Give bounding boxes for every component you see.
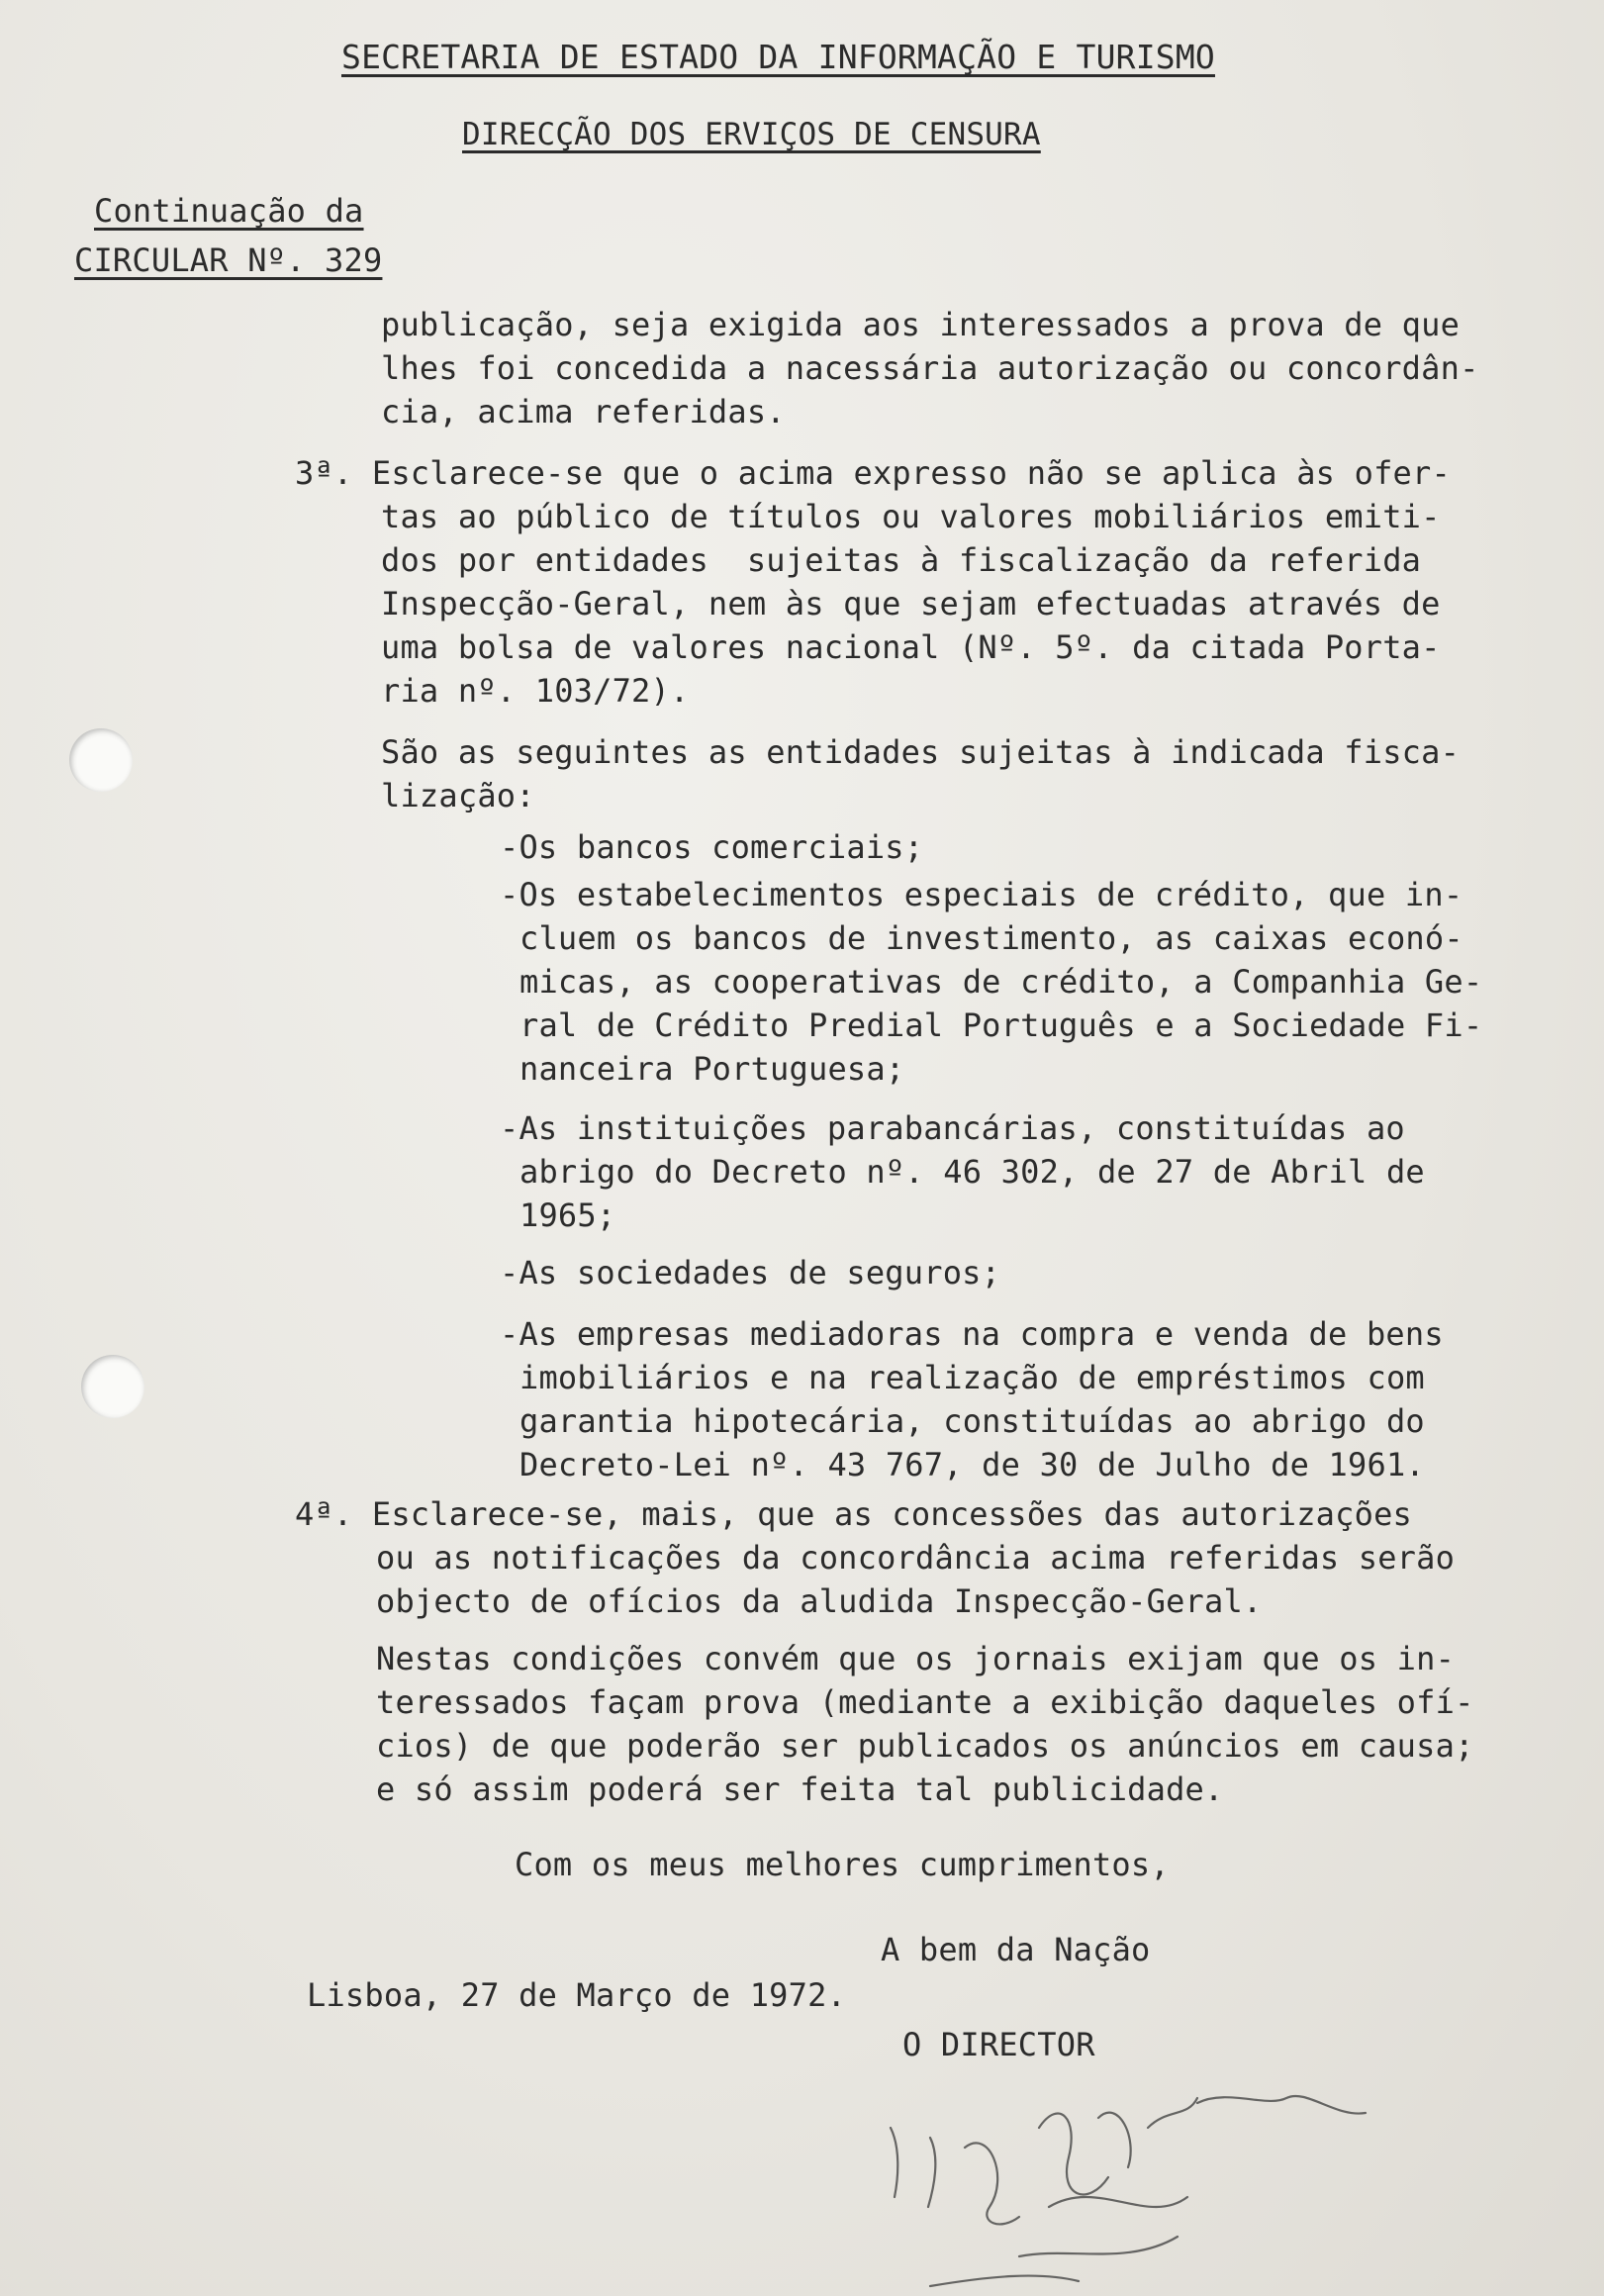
body-line: uma bolsa de valores nacional (Nº. 5º. da citada Porta- [381,628,1441,666]
handwritten-signature [871,2058,1385,2296]
list-item-cont: ral de Crédito Predial Português e a Sociedade Fi- [519,1006,1483,1044]
list-item: -As empresas mediadoras na compra e venda de bens [500,1315,1444,1353]
body-line: teressados façam prova (mediante a exibição daqueles ofí- [376,1683,1474,1721]
list-item: -As sociedades de seguros; [500,1254,1001,1292]
body-line: lhes foi concedida a nacessária autorização ou concordân- [381,349,1479,387]
body-line: cia, acima referidas. [381,393,786,430]
body-line: tas ao público de títulos ou valores mobiliários emiti- [381,498,1441,535]
list-item-cont: cluem os bancos de investimento, as caixas econó- [519,919,1463,957]
closing-greeting: Com os meus melhores cumprimentos, [515,1846,1170,1883]
punch-hole [69,728,133,792]
body-line: Nestas condições convém que os jornais exijam que os in- [376,1640,1456,1677]
closing-motto: A bem da Nação [881,1931,1151,1968]
body-line: objecto de ofícios da aludida Inspecção-Geral. [376,1582,1263,1620]
body-line: publicação, seja exigida aos interessados a prova de que [381,306,1461,343]
list-item-cont: Decreto-Lei nº. 43 767, de 30 de Julho de 1961. [519,1446,1425,1483]
body-line: Inspecção-Geral, nem às que sejam efectuadas através de [381,585,1441,622]
list-item: -Os bancos comerciais; [500,828,924,866]
circular-ref-line2: CIRCULAR Nº. 329 [74,241,383,279]
body-line: dos por entidades sujeitas à fiscalização da referida [381,541,1422,579]
body-line: ria nº. 103/72). [381,672,690,710]
place-date: Lisboa, 27 de Março de 1972. [307,1976,847,2014]
body-line: e só assim poderá ser feita tal publicidade. [376,1770,1224,1808]
circular-ref-line1: Continuação da [94,192,364,230]
body-line: cios) de que poderão ser publicados os anúncios em causa; [376,1727,1474,1765]
signatory-title: O DIRECTOR [902,2026,1095,2063]
list-item-cont: 1965; [519,1196,616,1234]
list-item-cont: abrigo do Decreto nº. 46 302, de 27 de Abril de [519,1153,1425,1191]
list-item-cont: garantia hipotecária, constituídas ao abrigo do [519,1402,1425,1440]
document-title: SECRETARIA DE ESTADO DA INFORMAÇÃO E TURISMO [341,38,1215,76]
body-line: ou as notificações da concordância acima referidas serão [376,1539,1456,1577]
list-item-cont: imobiliários e na realização de empréstimos com [519,1359,1425,1396]
body-line: lização: [381,777,535,814]
list-item-cont: micas, as cooperativas de crédito, a Companhia Ge- [519,963,1483,1001]
body-line: São as seguintes as entidades sujeitas à indicada fisca- [381,733,1461,771]
list-item: -Os estabelecimentos especiais de crédito, que in- [500,876,1463,913]
list-item: -As instituições parabancárias, constituídas ao [500,1109,1405,1147]
list-item-cont: nanceira Portuguesa; [519,1050,905,1088]
paragraph-3-first-line: 3ª. Esclarece-se que o acima expresso não se aplica às ofer- [295,454,1451,492]
punch-hole [81,1355,144,1418]
paragraph-4-first-line: 4ª. Esclarece-se, mais, que as concessões das autorizações [295,1495,1413,1533]
document-subtitle: DIRECÇÃO DOS ERVIÇOS DE CENSURA [462,117,1041,152]
